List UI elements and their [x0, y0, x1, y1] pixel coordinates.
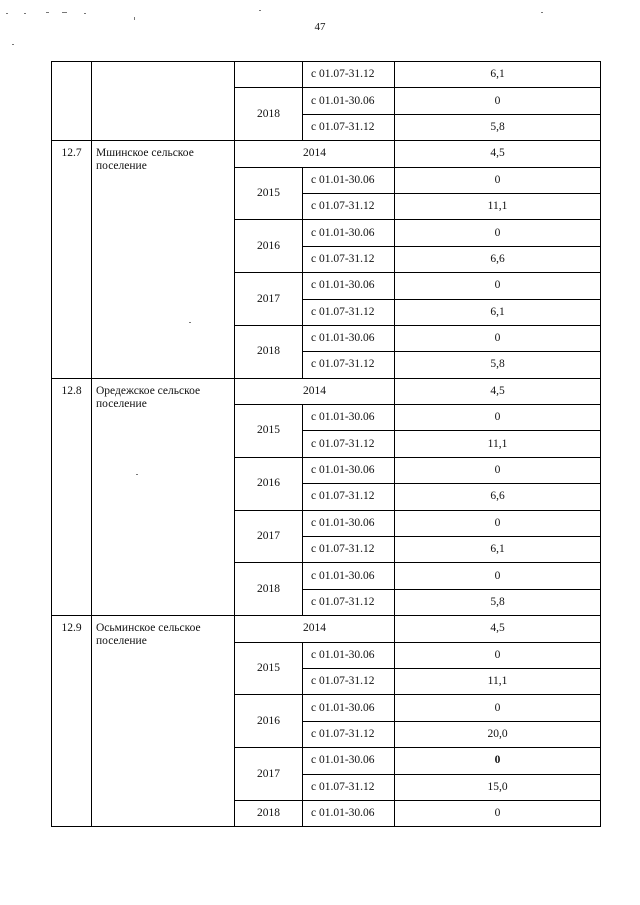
period-cell: с 01.01-30.06	[303, 642, 395, 668]
base-year-cell: 2014	[235, 141, 395, 167]
period-cell: с 01.07-31.12	[303, 668, 395, 694]
period-cell: с 01.01-30.06	[303, 220, 395, 246]
period-cell: с 01.01-30.06	[303, 510, 395, 536]
year-cell: 2018	[235, 325, 303, 378]
year-cell: 2015	[235, 167, 303, 220]
row-number: 12.9	[52, 616, 92, 827]
period-cell: с 01.01-30.06	[303, 273, 395, 299]
year-cell: 2018	[235, 800, 303, 826]
value-cell: 0	[395, 510, 601, 536]
value-cell: 4,5	[395, 378, 601, 404]
name-cell	[92, 62, 235, 141]
value-cell: 0	[395, 167, 601, 193]
period-cell: с 01.07-31.12	[303, 537, 395, 563]
year-cell	[235, 62, 303, 88]
year-cell: 2015	[235, 642, 303, 695]
value-cell: 0	[395, 642, 601, 668]
value-cell: 11,1	[395, 431, 601, 457]
value-cell: 0	[395, 457, 601, 483]
period-cell: с 01.01-30.06	[303, 405, 395, 431]
year-cell: 2016	[235, 220, 303, 273]
value-cell: 6,1	[395, 299, 601, 325]
page-number: 47	[314, 21, 326, 33]
value-cell: 6,6	[395, 246, 601, 272]
base-year-cell: 2014	[235, 616, 395, 642]
value-cell: 15,0	[395, 774, 601, 800]
tariff-table	[51, 61, 601, 827]
period-cell: с 01.07-31.12	[303, 114, 395, 140]
year-cell: 2017	[235, 748, 303, 801]
period-cell: с 01.07-31.12	[303, 62, 395, 88]
period-cell: с 01.01-30.06	[303, 695, 395, 721]
value-cell: 0	[395, 325, 601, 351]
period-cell: с 01.07-31.12	[303, 721, 395, 747]
value-cell: 0	[395, 800, 601, 826]
value-cell: 6,1	[395, 537, 601, 563]
row-number: 12.8	[52, 378, 92, 616]
period-cell: с 01.01-30.06	[303, 800, 395, 826]
period-cell: с 01.01-30.06	[303, 88, 395, 114]
value-cell: 5,8	[395, 589, 601, 615]
year-cell: 2016	[235, 457, 303, 510]
value-cell: 11,1	[395, 193, 601, 219]
settlement-name: Осьминское сельское поселение	[92, 616, 235, 827]
year-cell: 2016	[235, 695, 303, 748]
tariff-table-body	[52, 62, 601, 827]
period-cell: с 01.07-31.12	[303, 589, 395, 615]
value-cell: 20,0	[395, 721, 601, 747]
period-cell: с 01.07-31.12	[303, 352, 395, 378]
period-cell: с 01.07-31.12	[303, 431, 395, 457]
value-cell: 6,6	[395, 484, 601, 510]
value-cell: 11,1	[395, 668, 601, 694]
period-cell: с 01.01-30.06	[303, 748, 395, 774]
year-cell: 2017	[235, 273, 303, 326]
year-cell: 2018	[235, 563, 303, 616]
num-cell	[52, 62, 92, 141]
period-cell: с 01.07-31.12	[303, 484, 395, 510]
table-row	[52, 378, 601, 404]
period-cell: с 01.07-31.12	[303, 299, 395, 325]
period-cell: с 01.07-31.12	[303, 246, 395, 272]
year-cell: 2017	[235, 510, 303, 563]
year-cell: 2018	[235, 88, 303, 141]
value-cell: 0	[395, 563, 601, 589]
value-cell: 5,8	[395, 352, 601, 378]
period-cell: с 01.01-30.06	[303, 563, 395, 589]
period-cell: с 01.07-31.12	[303, 193, 395, 219]
value-cell: 0	[395, 220, 601, 246]
value-cell: 4,5	[395, 141, 601, 167]
value-cell: 0	[395, 405, 601, 431]
table-row	[52, 62, 601, 88]
value-cell: 6,1	[395, 62, 601, 88]
year-cell: 2015	[235, 405, 303, 458]
period-cell: с 01.01-30.06	[303, 457, 395, 483]
value-cell: 0	[395, 695, 601, 721]
table-row	[52, 616, 601, 642]
period-cell: с 01.01-30.06	[303, 167, 395, 193]
table-row	[52, 141, 601, 167]
settlement-name: Оредежское сельское поселение	[92, 378, 235, 616]
value-cell: 0	[395, 748, 601, 774]
value-cell: 0	[395, 273, 601, 299]
period-cell: с 01.07-31.12	[303, 774, 395, 800]
period-cell: с 01.01-30.06	[303, 325, 395, 351]
base-year-cell: 2014	[235, 378, 395, 404]
value-cell: 4,5	[395, 616, 601, 642]
row-number: 12.7	[52, 141, 92, 379]
value-cell: 5,8	[395, 114, 601, 140]
value-cell: 0	[395, 88, 601, 114]
settlement-name: Мшинское сельское поселение	[92, 141, 235, 379]
